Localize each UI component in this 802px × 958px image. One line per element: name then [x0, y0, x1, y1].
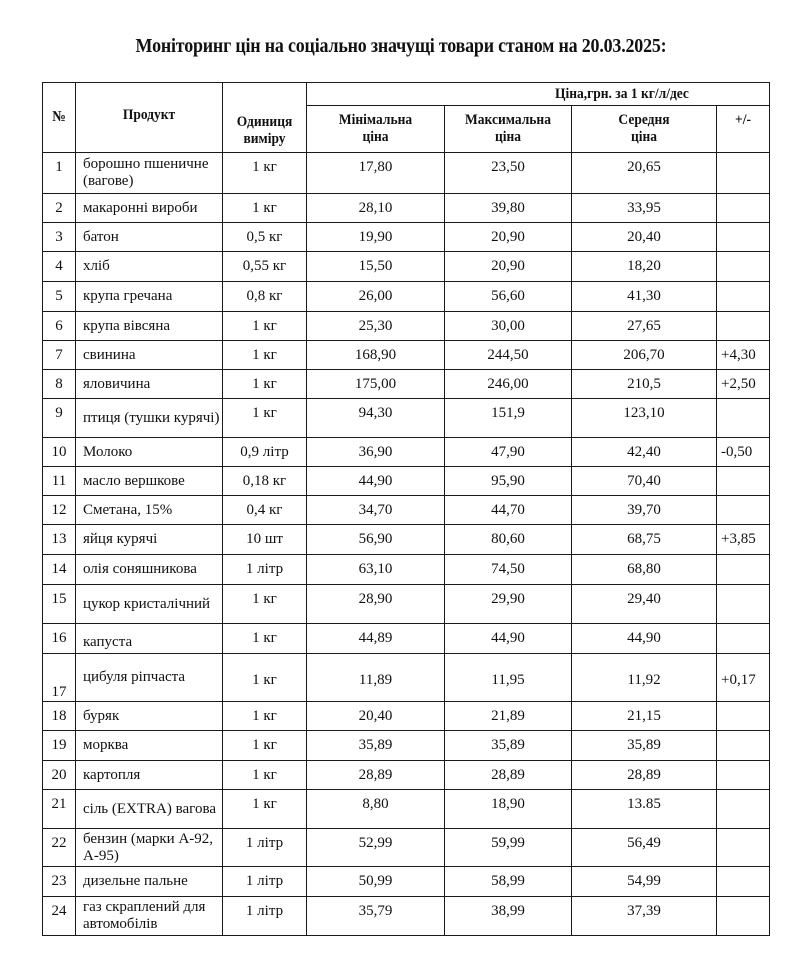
row-min-price: 63,10 — [307, 555, 445, 585]
row-product: крупа вівсяна — [76, 312, 223, 341]
table-row — [43, 761, 770, 790]
row-avg-price: 20,40 — [572, 223, 717, 252]
row-product: масло вершкове — [76, 467, 223, 496]
row-num: 16 — [43, 624, 76, 654]
header-min-price: Мінімальна ціна — [307, 106, 445, 153]
row-max-price: 39,80 — [445, 194, 572, 223]
table-row — [43, 399, 770, 438]
table-row — [43, 897, 770, 936]
row-min-price: 15,50 — [307, 252, 445, 282]
row-product: Сметана, 15% — [76, 496, 223, 525]
row-unit: 1 кг — [223, 370, 307, 399]
row-min-price: 26,00 — [307, 282, 445, 312]
row-num: 23 — [43, 867, 76, 897]
row-avg-price: 206,70 — [572, 341, 717, 370]
row-product: буряк — [76, 702, 223, 731]
row-min-price: 28,10 — [307, 194, 445, 223]
row-max-price: 20,90 — [445, 252, 572, 282]
row-delta: +3,85 — [717, 525, 770, 555]
row-min-price: 175,00 — [307, 370, 445, 399]
table-row — [43, 867, 770, 897]
row-max-price: 59,99 — [445, 829, 572, 867]
row-avg-price: 13.85 — [572, 790, 717, 829]
row-min-price: 25,30 — [307, 312, 445, 341]
row-num: 2 — [43, 194, 76, 223]
row-avg-price: 42,40 — [572, 438, 717, 467]
table-row — [43, 496, 770, 525]
row-unit: 0,18 кг — [223, 467, 307, 496]
row-avg-price: 68,80 — [572, 555, 717, 585]
row-product: олія соняшникова — [76, 555, 223, 585]
row-avg-price: 21,15 — [572, 702, 717, 731]
row-min-price: 11,89 — [307, 654, 445, 702]
row-delta — [717, 555, 770, 585]
row-product: дизельне пальне — [76, 867, 223, 897]
row-delta — [717, 312, 770, 341]
row-unit: 1 кг — [223, 790, 307, 829]
row-min-price: 35,89 — [307, 731, 445, 761]
row-product: свинина — [76, 341, 223, 370]
row-unit: 1 кг — [223, 654, 307, 702]
row-unit: 1 літр — [223, 897, 307, 936]
row-unit: 1 літр — [223, 555, 307, 585]
table-row — [43, 438, 770, 467]
row-num: 14 — [43, 555, 76, 585]
row-num: 11 — [43, 467, 76, 496]
row-min-price: 28,90 — [307, 585, 445, 624]
header-price-group: Ціна,грн. за 1 кг/л/дес — [307, 83, 770, 106]
row-unit: 1 літр — [223, 867, 307, 897]
row-min-price: 44,90 — [307, 467, 445, 496]
row-avg-price: 210,5 — [572, 370, 717, 399]
row-min-price: 36,90 — [307, 438, 445, 467]
row-unit: 1 літр — [223, 829, 307, 867]
table-row — [43, 282, 770, 312]
row-unit: 1 кг — [223, 341, 307, 370]
row-avg-price: 56,49 — [572, 829, 717, 867]
table-row — [43, 654, 770, 702]
row-delta: +0,17 — [717, 654, 770, 702]
row-delta — [717, 897, 770, 936]
row-product: яйця курячі — [76, 525, 223, 555]
row-delta: -0,50 — [717, 438, 770, 467]
row-delta — [717, 467, 770, 496]
table-row — [43, 223, 770, 252]
row-unit: 1 кг — [223, 399, 307, 438]
row-avg-price: 27,65 — [572, 312, 717, 341]
row-product: цукор кристалічний — [76, 585, 223, 624]
row-product: хліб — [76, 252, 223, 282]
row-product: картопля — [76, 761, 223, 790]
row-unit: 10 шт — [223, 525, 307, 555]
row-avg-price: 68,75 — [572, 525, 717, 555]
row-delta — [717, 585, 770, 624]
row-min-price: 168,90 — [307, 341, 445, 370]
row-delta — [717, 790, 770, 829]
row-max-price: 47,90 — [445, 438, 572, 467]
row-avg-price: 37,39 — [572, 897, 717, 936]
row-max-price: 18,90 — [445, 790, 572, 829]
row-num: 20 — [43, 761, 76, 790]
row-product: макаронні вироби — [76, 194, 223, 223]
row-product: Молоко — [76, 438, 223, 467]
row-product: борошно пшеничне (вагове) — [76, 153, 223, 194]
row-min-price: 56,90 — [307, 525, 445, 555]
row-unit: 1 кг — [223, 731, 307, 761]
row-num: 10 — [43, 438, 76, 467]
row-min-price: 34,70 — [307, 496, 445, 525]
row-max-price: 151,9 — [445, 399, 572, 438]
row-avg-price: 54,99 — [572, 867, 717, 897]
table-row — [43, 525, 770, 555]
row-max-price: 244,50 — [445, 341, 572, 370]
row-max-price: 95,90 — [445, 467, 572, 496]
row-num: 9 — [43, 399, 76, 438]
row-unit: 1 кг — [223, 585, 307, 624]
row-num: 18 — [43, 702, 76, 731]
row-delta — [717, 761, 770, 790]
row-min-price: 8,80 — [307, 790, 445, 829]
row-product: сіль (EXTRA) вагова — [76, 790, 223, 829]
table-row — [43, 702, 770, 731]
row-max-price: 29,90 — [445, 585, 572, 624]
row-num: 21 — [43, 790, 76, 829]
row-max-price: 56,60 — [445, 282, 572, 312]
row-max-price: 44,90 — [445, 624, 572, 654]
row-avg-price: 33,95 — [572, 194, 717, 223]
row-min-price: 52,99 — [307, 829, 445, 867]
row-unit: 0,55 кг — [223, 252, 307, 282]
row-min-price: 19,90 — [307, 223, 445, 252]
row-max-price: 11,95 — [445, 654, 572, 702]
row-num: 7 — [43, 341, 76, 370]
header-max-price: Максимальна ціна — [445, 106, 572, 153]
header-delta: +/- — [717, 106, 770, 153]
table-row — [43, 341, 770, 370]
row-max-price: 80,60 — [445, 525, 572, 555]
row-delta: +2,50 — [717, 370, 770, 399]
document-title: Моніторинг цін на соціально значущі товари станом на 20.03.2025: — [135, 36, 667, 57]
row-num: 15 — [43, 585, 76, 624]
row-num: 12 — [43, 496, 76, 525]
row-avg-price: 18,20 — [572, 252, 717, 282]
row-unit: 0,4 кг — [223, 496, 307, 525]
row-product: крупа гречана — [76, 282, 223, 312]
row-delta — [717, 282, 770, 312]
row-delta: +4,30 — [717, 341, 770, 370]
row-delta — [717, 867, 770, 897]
row-delta — [717, 399, 770, 438]
row-delta — [717, 223, 770, 252]
row-avg-price: 39,70 — [572, 496, 717, 525]
row-unit: 1 кг — [223, 153, 307, 194]
row-product: батон — [76, 223, 223, 252]
row-num: 6 — [43, 312, 76, 341]
header-unit: Одиниця виміру — [223, 83, 307, 153]
table-row — [43, 252, 770, 282]
row-num: 13 — [43, 525, 76, 555]
table-row — [43, 585, 770, 624]
row-max-price: 23,50 — [445, 153, 572, 194]
row-unit: 1 кг — [223, 761, 307, 790]
row-min-price: 17,80 — [307, 153, 445, 194]
row-min-price: 94,30 — [307, 399, 445, 438]
price-monitoring-table — [42, 82, 770, 936]
row-product: морква — [76, 731, 223, 761]
row-max-price: 44,70 — [445, 496, 572, 525]
table-row — [43, 312, 770, 341]
row-max-price: 35,89 — [445, 731, 572, 761]
row-product: птиця (тушки курячі) — [76, 399, 223, 438]
table-row — [43, 194, 770, 223]
table-row — [43, 555, 770, 585]
row-min-price: 35,79 — [307, 897, 445, 936]
row-unit: 1 кг — [223, 194, 307, 223]
row-num: 3 — [43, 223, 76, 252]
header-num: № — [43, 83, 76, 153]
row-min-price: 28,89 — [307, 761, 445, 790]
row-product: цибуля ріпчаста — [76, 654, 223, 702]
row-max-price: 246,00 — [445, 370, 572, 399]
row-delta — [717, 702, 770, 731]
table-row — [43, 790, 770, 829]
row-delta — [717, 496, 770, 525]
row-avg-price: 11,92 — [572, 654, 717, 702]
table-row — [43, 829, 770, 867]
row-num: 8 — [43, 370, 76, 399]
row-unit: 0,9 літр — [223, 438, 307, 467]
row-min-price: 44,89 — [307, 624, 445, 654]
row-max-price: 30,00 — [445, 312, 572, 341]
row-num: 17 — [43, 654, 76, 702]
row-unit: 1 кг — [223, 624, 307, 654]
table-row — [43, 467, 770, 496]
row-max-price: 38,99 — [445, 897, 572, 936]
row-avg-price: 35,89 — [572, 731, 717, 761]
row-avg-price: 20,65 — [572, 153, 717, 194]
row-max-price: 58,99 — [445, 867, 572, 897]
row-product: газ скраплений для автомобілів — [76, 897, 223, 936]
row-min-price: 20,40 — [307, 702, 445, 731]
row-unit: 1 кг — [223, 702, 307, 731]
row-avg-price: 70,40 — [572, 467, 717, 496]
header-avg-price: Середня ціна — [572, 106, 717, 153]
table-row — [43, 731, 770, 761]
row-avg-price: 29,40 — [572, 585, 717, 624]
row-unit: 1 кг — [223, 312, 307, 341]
row-delta — [717, 153, 770, 194]
row-num: 1 — [43, 153, 76, 194]
row-delta — [717, 194, 770, 223]
table-row — [43, 153, 770, 194]
row-delta — [717, 829, 770, 867]
row-product: бензин (марки А-92, А-95) — [76, 829, 223, 867]
row-max-price: 74,50 — [445, 555, 572, 585]
row-unit: 0,5 кг — [223, 223, 307, 252]
row-avg-price: 41,30 — [572, 282, 717, 312]
table-row — [43, 624, 770, 654]
row-delta — [717, 731, 770, 761]
row-num: 5 — [43, 282, 76, 312]
row-avg-price: 123,10 — [572, 399, 717, 438]
row-product: яловичина — [76, 370, 223, 399]
row-delta — [717, 624, 770, 654]
row-avg-price: 44,90 — [572, 624, 717, 654]
row-num: 24 — [43, 897, 76, 936]
row-max-price: 28,89 — [445, 761, 572, 790]
row-unit: 0,8 кг — [223, 282, 307, 312]
row-num: 22 — [43, 829, 76, 867]
row-max-price: 20,90 — [445, 223, 572, 252]
table-row — [43, 370, 770, 399]
row-min-price: 50,99 — [307, 867, 445, 897]
row-num: 19 — [43, 731, 76, 761]
row-num: 4 — [43, 252, 76, 282]
row-avg-price: 28,89 — [572, 761, 717, 790]
row-product: капуста — [76, 624, 223, 654]
row-max-price: 21,89 — [445, 702, 572, 731]
row-delta — [717, 252, 770, 282]
header-product: Продукт — [76, 83, 223, 153]
